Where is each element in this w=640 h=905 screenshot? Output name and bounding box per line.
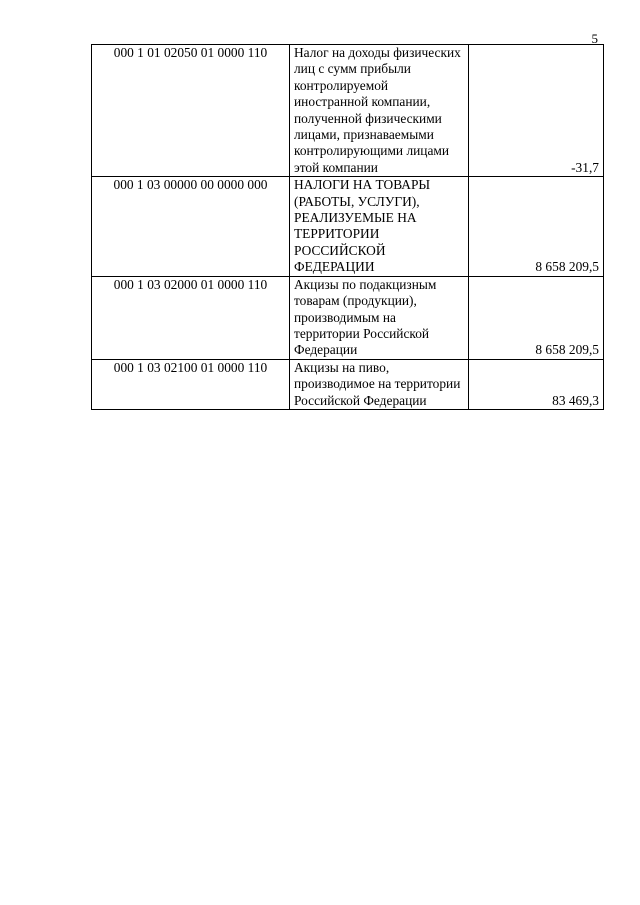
table-row (92, 177, 604, 276)
revenue-name-cell: Акцизы по подакцизным товарам (продукции), производимым на территории Российской Федерации (290, 276, 469, 359)
table-row (92, 45, 604, 177)
revenue-amount-cell: -31,7 (469, 45, 604, 177)
table-row (92, 359, 604, 409)
revenue-amount-cell: 8 658 209,5 (469, 276, 604, 359)
revenue-code-cell: 000 1 03 02000 01 0000 110 (92, 276, 290, 359)
revenue-name-cell: НАЛОГИ НА ТОВАРЫ (РАБОТЫ, УСЛУГИ), РЕАЛИЗУЕМЫЕ НА ТЕРРИТОРИИ РОССИЙСКОЙ ФЕДЕРАЦИИ (290, 177, 469, 276)
revenue-name-cell: Налог на доходы физических лиц с сумм прибыли контролируемой иностранной компании, полученной физическими лицами, признаваемыми контролирующими лицами этой компании (290, 45, 469, 177)
page-number: 5 (591, 31, 598, 46)
revenue-code-cell: 000 1 03 02100 01 0000 110 (92, 359, 290, 409)
revenue-amount-cell: 8 658 209,5 (469, 177, 604, 276)
revenue-amount-cell: 83 469,3 (469, 359, 604, 409)
revenue-code-cell: 000 1 03 00000 00 0000 000 (92, 177, 290, 276)
budget-revenue-table (91, 44, 604, 410)
revenue-name-cell: Акцизы на пиво, производимое на территории Российской Федерации (290, 359, 469, 409)
table-row (92, 276, 604, 359)
revenue-code-cell: 000 1 01 02050 01 0000 110 (92, 45, 290, 177)
